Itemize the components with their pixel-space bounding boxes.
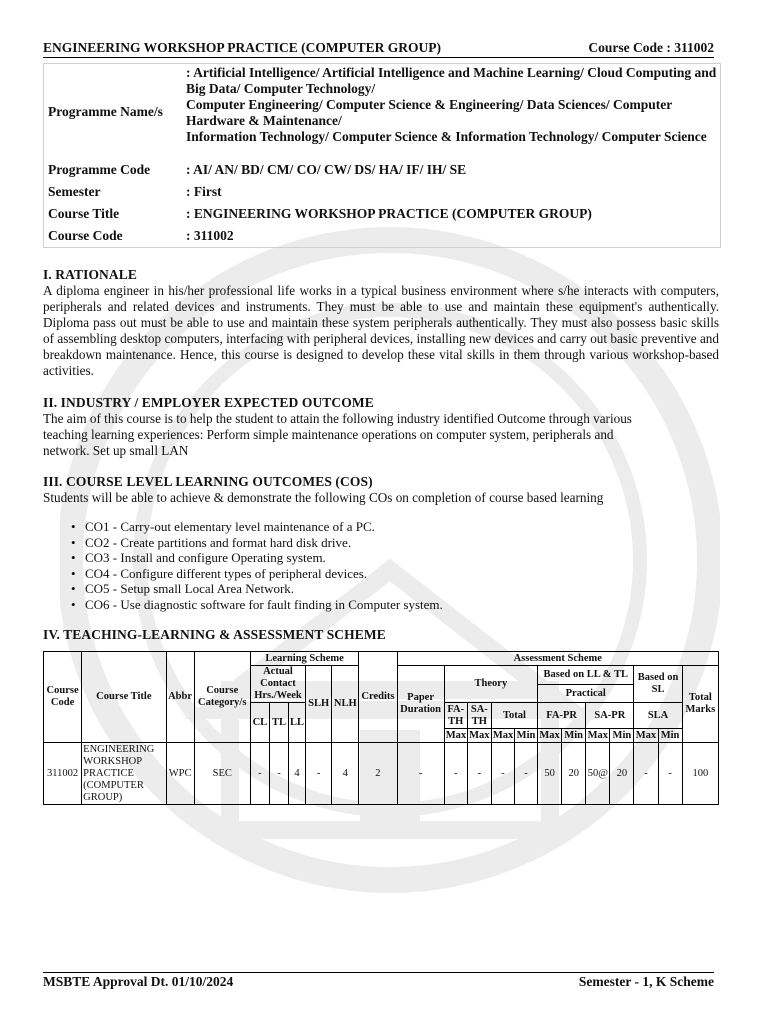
cell-sa-pr-max: 50@: [586, 743, 610, 805]
th-based-on-ll-tl: Based on LL & TL: [538, 666, 634, 685]
footer-scheme: Semester - 1, K Scheme: [578, 974, 714, 989]
th-min: Min: [562, 729, 586, 743]
cell-tl: -: [269, 743, 288, 805]
cell-total-min: -: [514, 743, 537, 805]
cell-fa-th-max: -: [444, 743, 467, 805]
course-code-label: Course Code: [48, 228, 123, 243]
th-min: Min: [658, 729, 682, 743]
co-item: • CO4 - Configure different types of peripheral devices.: [72, 566, 443, 582]
cell-total-marks: 100: [682, 743, 718, 805]
course-code-row: [44, 225, 720, 247]
cell-category: SEC: [194, 743, 250, 805]
co-item: • CO6 - Use diagnostic software for fault finding in Computer system.: [72, 597, 443, 613]
th-paper-duration: Paper Duration: [397, 666, 444, 743]
programme-name-line: : Artificial Intelligence/ Artificial Intelligence and Machine Learning/ Cloud Computing and Big Data/ Computer Technology/: [186, 65, 717, 96]
course-title-value: : ENGINEERING WORKSHOP PRACTICE (COMPUTER GROUP): [186, 206, 592, 221]
course-code-value: : 311002: [186, 228, 234, 243]
cell-paper: -: [397, 743, 444, 805]
cell-fa-pr-max: 50: [538, 743, 562, 805]
cell-title: ENGINEERING WORKSHOP PRACTICE (COMPUTER GROUP): [82, 743, 166, 805]
course-title-row: [44, 203, 720, 225]
th-max: Max: [445, 729, 467, 741]
outcome-section: [43, 395, 719, 459]
th-abbr: Abbr: [166, 652, 194, 743]
th-slh: SLH: [306, 666, 332, 743]
header-course-code: Course Code : 311002: [588, 40, 714, 55]
programme-name-line: Information Technology/ Computer Science & Information Technology/ Computer Science: [186, 129, 707, 144]
th-max: Max: [587, 729, 608, 741]
th-tl: TL: [269, 703, 288, 743]
cos-intro: Students will be able to achieve & demonstrate the following COs on completion of course based learning: [43, 490, 604, 505]
th-based-on-sl: Based on SL: [634, 666, 682, 703]
th-theory: Theory: [444, 666, 537, 703]
th-sla: SLA: [634, 703, 682, 729]
cell-sla-min: -: [658, 743, 682, 805]
semester-label: Semester: [48, 184, 101, 199]
th-fa-pr: FA-PR: [538, 703, 586, 729]
scheme-section: [43, 627, 719, 643]
co-item: • CO1 - Carry-out elementary level maintenance of a PC.: [72, 519, 443, 535]
programme-info-table: [43, 63, 721, 248]
programme-code-label: Programme Code: [48, 162, 151, 177]
outcome-line: network. Set up small LAN: [43, 443, 189, 458]
table-row: [44, 743, 719, 805]
programme-name-row: [44, 64, 720, 159]
th-min: Min: [514, 729, 537, 743]
th-sa-th: SA-TH: [467, 703, 491, 729]
cell-ll: 4: [289, 743, 306, 805]
cell-fa-pr-min: 20: [562, 743, 586, 805]
cell-sla-max: -: [634, 743, 658, 805]
co-item: • CO5 - Setup small Local Area Network.: [72, 581, 443, 597]
page-footer: [43, 972, 714, 993]
cell-slh: -: [306, 743, 332, 805]
scheme-heading: IV. TEACHING-LEARNING & ASSESSMENT SCHEME: [43, 627, 386, 642]
th-max: Max: [469, 729, 490, 741]
th-min: Min: [610, 729, 634, 743]
outcome-line: teaching learning experiences: Perform simple maintenance operations on computer system, peripherals and: [43, 427, 614, 442]
th-total-marks: Total Marks: [682, 666, 718, 743]
cell-nlh: 4: [332, 743, 359, 805]
th-practical: Practical: [538, 685, 634, 703]
cell-cl: -: [250, 743, 269, 805]
co-item: • CO3 - Install and configure Operating system.: [72, 550, 443, 566]
cos-section: [43, 474, 719, 506]
scheme-table: [43, 651, 719, 805]
cell-total-max: -: [491, 743, 514, 805]
cell-sa-th-max: -: [467, 743, 491, 805]
th-course-title: Course Title: [82, 652, 166, 743]
cell-code: 311002: [44, 743, 82, 805]
th-max: Max: [635, 729, 657, 741]
semester-row: [44, 181, 720, 203]
programme-name-line: Computer Engineering/ Computer Science & Engineering/ Data Sciences/ Computer Hardware & Maintenance/: [186, 97, 672, 128]
rationale-section: [43, 267, 719, 379]
th-cl: CL: [250, 703, 269, 743]
th-nlh: NLH: [332, 666, 359, 743]
cell-credits: 2: [359, 743, 397, 805]
th-max: Max: [539, 729, 560, 741]
th-learning-scheme: Learning Scheme: [250, 652, 358, 666]
cell-sa-pr-min: 20: [610, 743, 634, 805]
th-max: Max: [492, 729, 514, 741]
outcome-heading: II. INDUSTRY / EMPLOYER EXPECTED OUTCOME: [43, 395, 374, 410]
th-assessment-scheme: Assessment Scheme: [397, 652, 719, 666]
th-sa-pr: SA-PR: [586, 703, 634, 729]
th-category: Course Category/s: [194, 652, 250, 743]
programme-name-value: [182, 64, 720, 159]
th-total: Total: [491, 703, 537, 729]
footer-approval: MSBTE Approval Dt. 01/10/2024: [43, 974, 234, 989]
programme-code-value: : AI/ AN/ BD/ CM/ CO/ CW/ DS/ HA/ IF/ IH/ SE: [186, 162, 467, 177]
programme-code-row: [44, 159, 720, 181]
th-actual-contact: Actual Contact Hrs./Week: [250, 666, 305, 703]
cos-list: [72, 519, 443, 613]
header-title: ENGINEERING WORKSHOP PRACTICE (COMPUTER GROUP): [43, 40, 442, 55]
th-ll: LL: [289, 703, 306, 743]
th-credits: Credits: [359, 652, 397, 743]
course-title-label: Course Title: [48, 206, 120, 221]
rationale-heading: I. RATIONALE: [43, 267, 137, 282]
semester-value: : First: [186, 184, 222, 199]
programme-name-label: Programme Name/s: [48, 103, 163, 119]
cell-abbr: WPC: [166, 743, 194, 805]
co-item: • CO2 - Create partitions and format hard disk drive.: [72, 535, 443, 551]
outcome-line: The aim of this course is to help the student to attain the following industry identified Outcome through various: [43, 411, 632, 426]
th-fa-th: FA-TH: [444, 703, 467, 729]
cos-heading: III. COURSE LEVEL LEARNING OUTCOMES (COS): [43, 474, 373, 489]
th-course-code: Course Code: [44, 652, 82, 743]
rationale-text: A diploma engineer in his/her professional life works in a typical business environment where s/he interacts with computers, peripherals and related devices and instruments. They must be able to use and maintain these equipment's authentically. Diploma pass out must be able to use and maintain these system peripherals authentically. They must also possess basic skills of assembling desktop computers, interfacing with peripheral devices, installing new devices and carry out basic preventive and breakdown maintenance. Hence, this course is designed to develop these vital skills in them through various workshop-based activities.: [43, 283, 719, 378]
page-header: [43, 39, 714, 58]
